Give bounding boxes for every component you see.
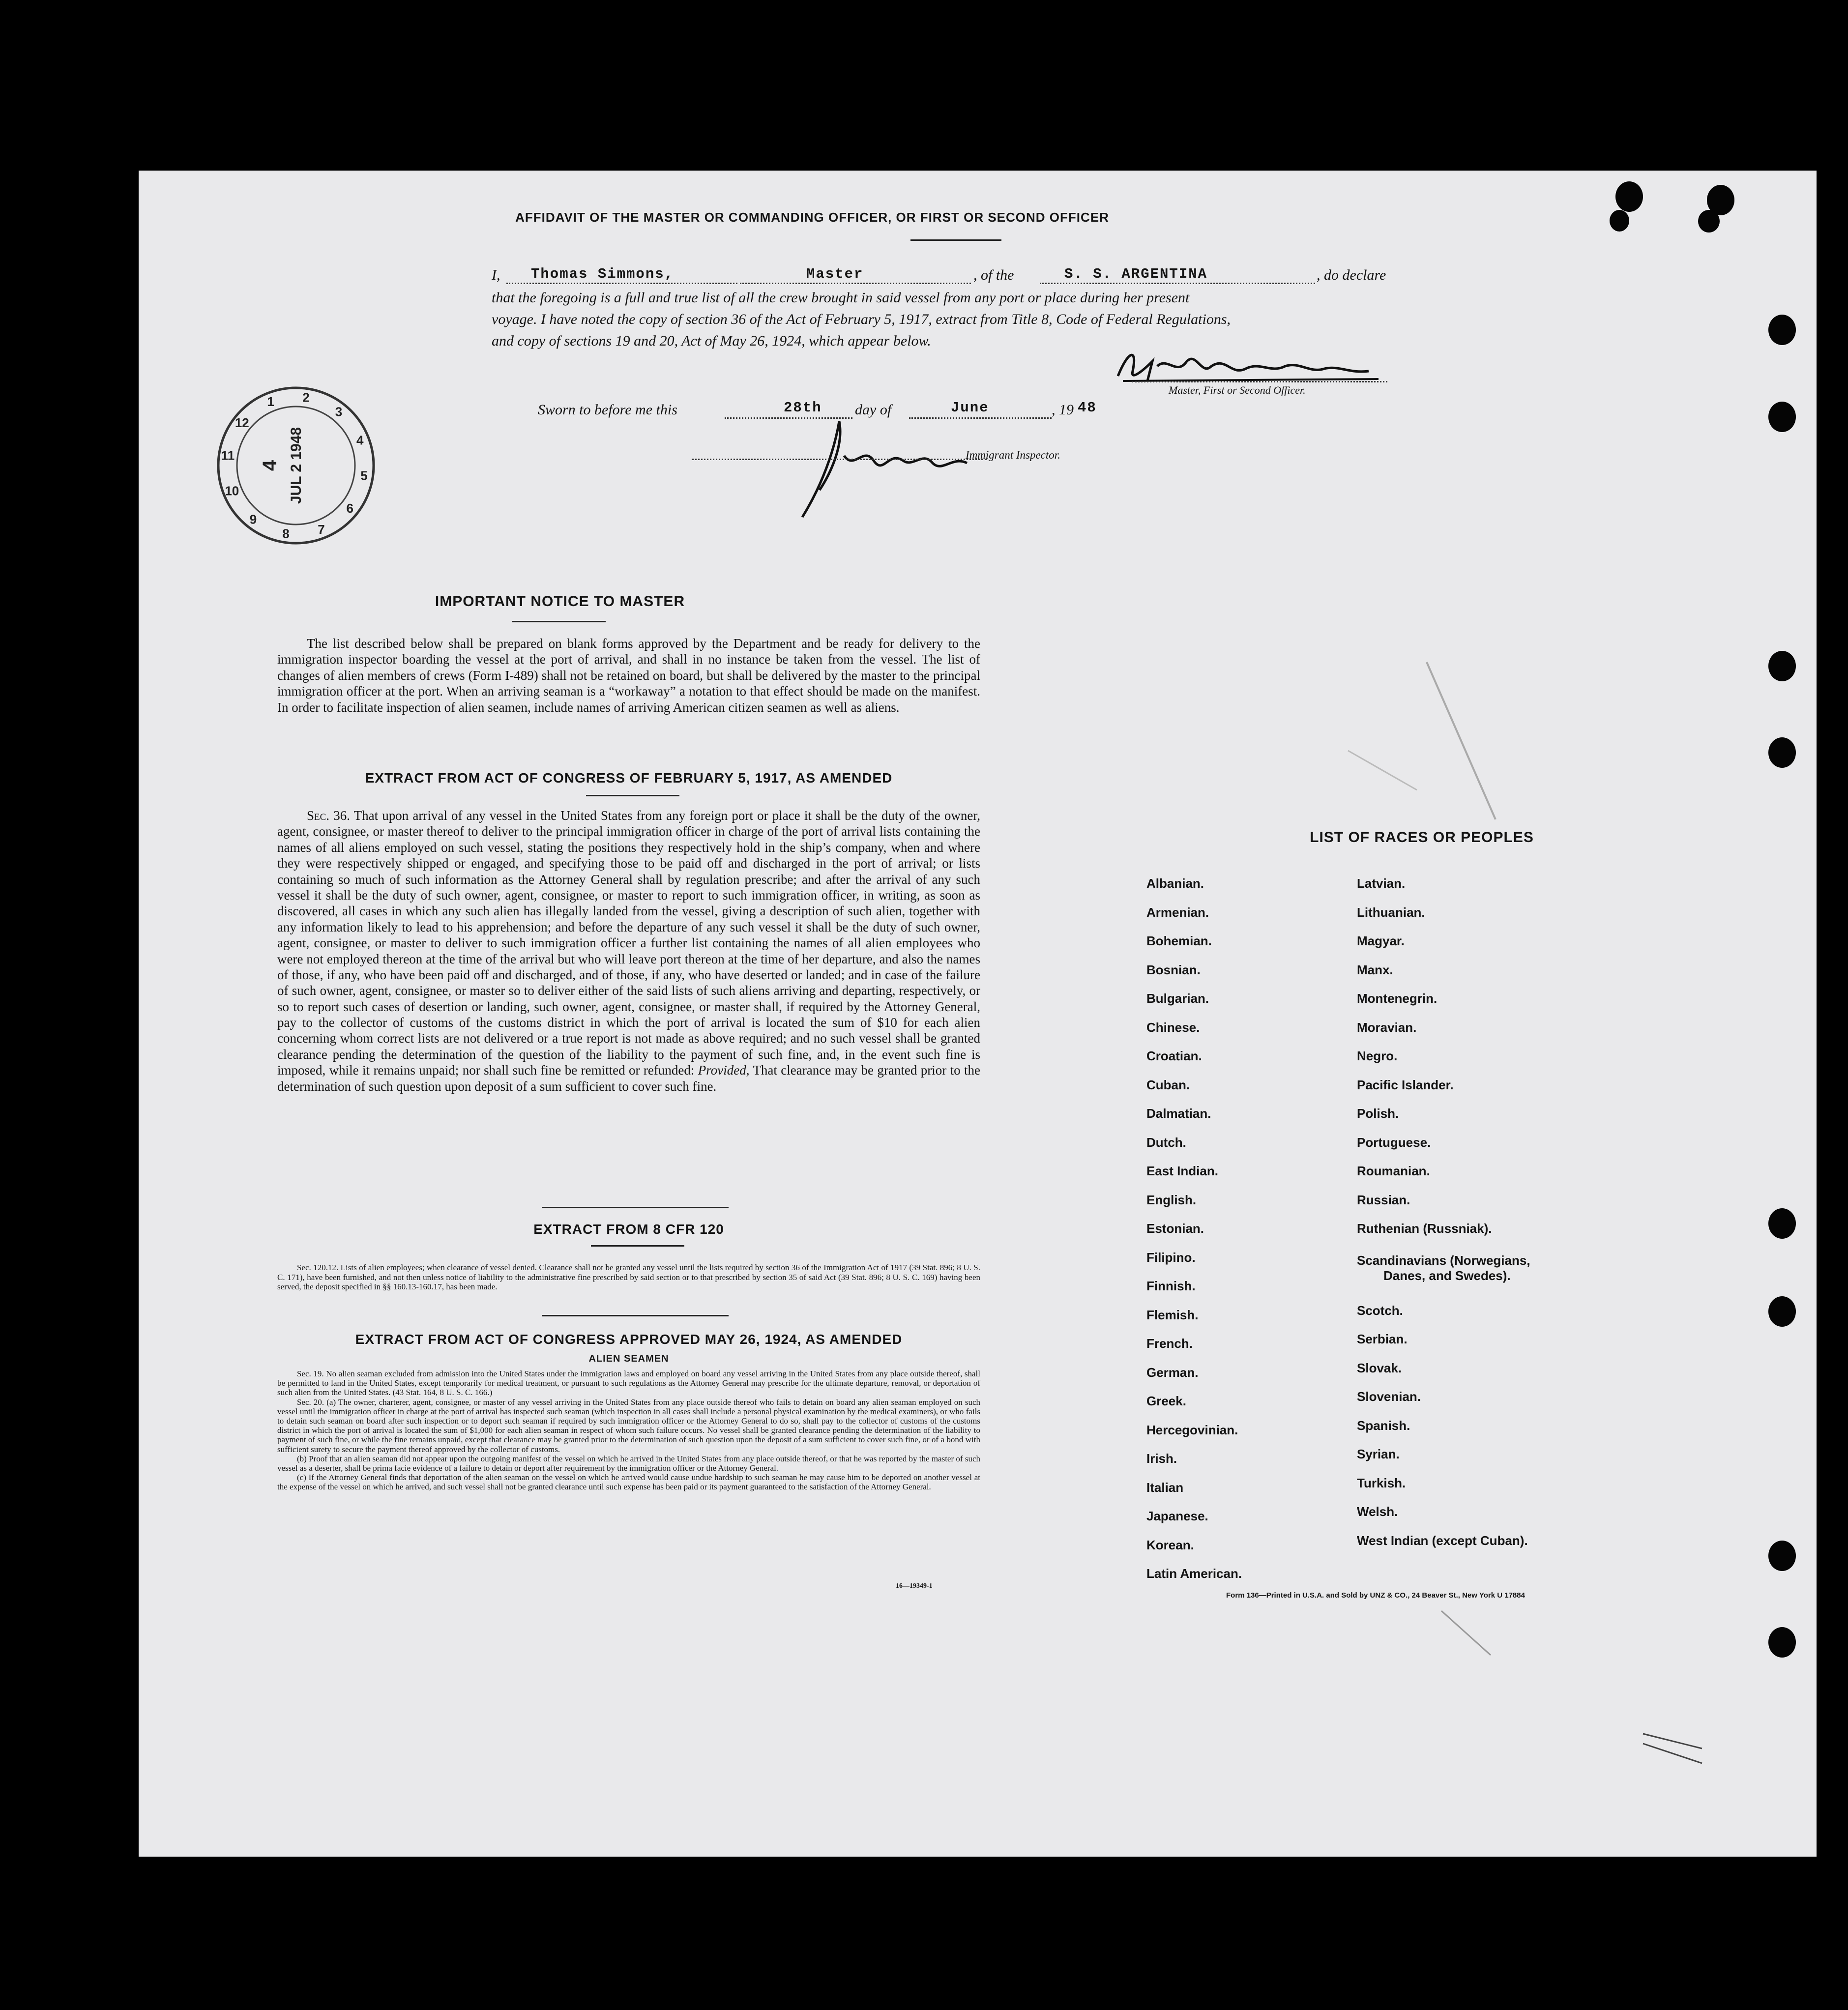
stamp-number: 12 bbox=[235, 415, 249, 430]
stamp-number: 10 bbox=[225, 483, 239, 498]
stamp-number: 8 bbox=[282, 526, 290, 541]
bleed-through-marks bbox=[1269, 515, 1810, 1940]
race-item: Armenian. bbox=[1146, 904, 1209, 920]
declaration-line-2: that the foregoing is a full and true list of all the crew brought in said vessel from any port or place during her present bbox=[492, 290, 1190, 306]
notice-title: IMPORTANT NOTICE TO MASTER bbox=[435, 593, 685, 610]
inspector-caption: Immigrant Inspector. bbox=[966, 449, 1060, 461]
race-item: Magyar. bbox=[1357, 933, 1405, 948]
vessel-name: S. S. ARGENTINA bbox=[1064, 266, 1208, 282]
race-item: English. bbox=[1146, 1192, 1197, 1207]
stamp-mark: 4 bbox=[259, 460, 281, 471]
section-20a-text: Sec. 20. (a) The owner, charterer, agent, consignee, or master of any vessel arriving in the United States from any place outside thereof who fails to detain on board any alien seaman employed on such vessel until the immigration officer in charge at the port of arrival has inspected such seaman (which inspection in all cases shall include a personal physical examination by the medical examiners), or who fails to detain such seaman on board after such inspection or to deport such seaman if required by such immigration officer or the Attorney General to do so, shall pay to the collector of customs of the customs district in which the port of arrival is located the sum of $1,000 for each alien seaman in respect of whom such failure occurs. No vessel shall be granted clearance pending the determination of the liability to payment of such fine, or while the fine remains unpaid, except that clearance may be granted prior to the determination of such question upon the deposit of a sum sufficient to cover such fine, or of a bond with sufficient surety to secure the payment thereof approved by the collector of customs. bbox=[277, 1397, 980, 1454]
punch-hole bbox=[1615, 181, 1643, 212]
race-item: Croatian. bbox=[1146, 1049, 1202, 1063]
document-page bbox=[139, 171, 1817, 1857]
race-item: Irish. bbox=[1146, 1451, 1177, 1466]
form-footer: Form 136—Printed in U.S.A. and Sold by UNZ & CO., 24 Beaver St., New York U 17884 bbox=[1226, 1591, 1525, 1600]
race-item: French. bbox=[1146, 1336, 1193, 1351]
inspector-signature-line bbox=[692, 459, 987, 460]
of-the-text: , of the bbox=[973, 267, 1014, 283]
race-item: German. bbox=[1146, 1365, 1199, 1380]
divider bbox=[512, 621, 606, 622]
divider bbox=[591, 1245, 684, 1247]
race-item: Spanish. bbox=[1357, 1418, 1410, 1433]
stamp-number: 3 bbox=[335, 404, 343, 419]
race-item: Italian bbox=[1146, 1480, 1184, 1495]
race-item: Flemish. bbox=[1146, 1307, 1199, 1322]
declaration-line-3: voyage. I have noted the copy of section 36 of the Act of February 5, 1917, extract from Title 8, Code of Federal Regulations, bbox=[492, 311, 1231, 327]
provided-text: Provided, bbox=[698, 1063, 750, 1078]
race-item: Scotch. bbox=[1357, 1303, 1403, 1318]
officer-signature-line bbox=[1132, 381, 1387, 382]
race-item-line: Danes, and Swedes). bbox=[1383, 1268, 1511, 1283]
race-item: Hercegovinian. bbox=[1146, 1422, 1238, 1437]
section-36-label: Sec. 36. bbox=[307, 808, 350, 823]
race-item: Finnish. bbox=[1146, 1279, 1196, 1293]
race-item: Greek. bbox=[1146, 1394, 1186, 1408]
extract-1924-title: EXTRACT FROM ACT OF CONGRESS APPROVED MAY 26, 1924, AS AMENDED bbox=[355, 1332, 903, 1347]
declaration-i: I, bbox=[492, 267, 500, 283]
race-item: Dalmatian. bbox=[1146, 1106, 1211, 1121]
divider bbox=[586, 795, 679, 796]
divider bbox=[542, 1315, 729, 1316]
sworn-day: 28th bbox=[784, 400, 822, 416]
race-item: Welsh. bbox=[1357, 1504, 1398, 1519]
extract-1924-body bbox=[277, 1369, 980, 1492]
race-item: Syrian. bbox=[1357, 1447, 1400, 1461]
day-of-text: day of bbox=[855, 402, 892, 418]
divider bbox=[910, 239, 1001, 241]
section-36-text-end: That clearance may be granted prior to the determination of such question upon deposit of a sum sufficient to cover such fine. bbox=[277, 1063, 980, 1094]
sworn-month: June bbox=[951, 400, 989, 416]
race-item: Dutch. bbox=[1146, 1135, 1186, 1150]
stamp-number: 11 bbox=[221, 448, 235, 463]
race-item: Japanese. bbox=[1146, 1509, 1208, 1523]
sworn-year: 48 bbox=[1078, 400, 1097, 416]
date-stamp bbox=[212, 382, 380, 549]
stamp-number: 5 bbox=[360, 468, 368, 483]
alien-seamen-subtitle: ALIEN SEAMEN bbox=[588, 1353, 669, 1364]
races-left-column bbox=[1146, 876, 1242, 1595]
race-item: Filipino. bbox=[1146, 1250, 1196, 1265]
race-item: Ruthenian (Russniak). bbox=[1357, 1221, 1492, 1236]
race-item: Bohemian. bbox=[1146, 933, 1212, 948]
races-title: LIST OF RACES OR PEOPLES bbox=[1310, 829, 1534, 845]
master-name: Thomas Simmons, bbox=[531, 266, 675, 282]
stamp-date: JUL 2 1948 bbox=[288, 427, 304, 504]
stamp-number: 2 bbox=[302, 390, 310, 405]
form-code: 16—19349-1 bbox=[896, 1582, 933, 1590]
section-20c-text: (c) If the Attorney General finds that deportation of the alien seaman on the vessel on which he arrived would cause undue hardship to such seaman he may cause him to be deported on another vessel at the expense of the vessel on which he arrived, and such vessel shall not be granted clearance until such expense has been paid or its payment guaranteed to the satisfaction of the Attorney General. bbox=[277, 1473, 980, 1492]
race-item: Polish. bbox=[1357, 1106, 1399, 1121]
race-item: Latin American. bbox=[1146, 1566, 1242, 1581]
race-item-line: Scandinavians (Norwegians, bbox=[1357, 1253, 1530, 1268]
extract-1917-title: EXTRACT FROM ACT OF CONGRESS OF FEBRUARY 5, 1917, AS AMENDED bbox=[365, 770, 893, 786]
race-item: Slovenian. bbox=[1357, 1389, 1421, 1404]
inspector-signature bbox=[775, 416, 992, 524]
race-item: Latvian. bbox=[1357, 876, 1406, 891]
race-item: Russian. bbox=[1357, 1192, 1410, 1207]
race-item: Estonian. bbox=[1146, 1221, 1204, 1236]
sworn-text: Sworn to before me this bbox=[538, 402, 677, 418]
race-item: Manx. bbox=[1357, 962, 1393, 977]
race-item: Montenegrin. bbox=[1357, 991, 1437, 1006]
affidavit-title: AFFIDAVIT OF THE MASTER OR COMMANDING OFFICER, OR FIRST OR SECOND OFFICER bbox=[515, 210, 1109, 225]
cfr-title: EXTRACT FROM 8 CFR 120 bbox=[533, 1222, 724, 1237]
stamp-number: 1 bbox=[267, 394, 274, 409]
officer-caption: Master, First or Second Officer. bbox=[1169, 384, 1306, 396]
race-item: Roumanian. bbox=[1357, 1164, 1430, 1178]
race-item: Chinese. bbox=[1146, 1020, 1200, 1035]
cfr-body: Sec. 120.12. Lists of alien employees; when clearance of vessel denied. Clearance shall not be granted any vessel until the lists required by section 36 of the Immigration Act of 1917 (39 Stat. 896; 8 U. S. C. 171), have been furnished, and not then unless notice of liability to the administrative fine prescribed by said section or to that prescribed by section 35 of said Act (39 Stat. 896; 8 U. S. C. 169) having been served, the deposit specified in §§ 160.13-160.17, has been made. bbox=[277, 1263, 980, 1292]
stamp-number: 7 bbox=[318, 522, 325, 537]
notice-body: The list described below shall be prepared on blank forms approved by the Department and be ready for delivery to the immigration inspector boarding the vessel at the port of arrival, and shall in no instance be taken from the vessel. The list of changes of alien members of crews (Form I-489) shall not be retained on board, but shall be delivered by the master to the principal immigration officer at the port. When an arriving seaman is a “workaway” a notation to that effect should be made on the manifest. In order to facilitate inspection of alien seamen, include names of arriving American citizen seamen as well as aliens. bbox=[277, 636, 980, 715]
name-line bbox=[506, 283, 737, 284]
stamp-number: 6 bbox=[346, 501, 353, 516]
race-item: Portuguese. bbox=[1357, 1135, 1431, 1150]
race-item: Moravian. bbox=[1357, 1020, 1417, 1035]
extract-1917-body bbox=[277, 808, 980, 1094]
race-item: Korean. bbox=[1146, 1537, 1194, 1552]
race-item: Cuban. bbox=[1146, 1077, 1190, 1092]
punch-hole bbox=[1768, 315, 1796, 345]
stamp-number: 4 bbox=[356, 433, 364, 448]
divider bbox=[542, 1207, 729, 1208]
declaration-line-4: and copy of sections 19 and 20, Act of May 26, 1924, which appear below. bbox=[492, 333, 931, 349]
section-36-text: That upon arrival of any vessel in the United States from any foreign port or place it shall be the duty of the owner, agent, consignee, or master thereof to deliver to the principal immigration officer in charge of the port of arrival lists containing the names of all aliens employed on such vessel, stating the positions they respectively hold in the ship’s company, when and where they were respectively shipped or engaged, and specifying those to be paid off and discharged in the port of arrival; or lists containing so much of such information as the Attorney General shall by regulation prescribe; and after the arrival of any such vessel it shall be the duty of such owner, agent, consignee, or master to report to such immigration officer, in writing, as soon as discovered, all cases in which any such alien has illegally landed from the vessel, giving a description of such alien, together with any information likely to lead to his apprehension; and before the departure of any such vessel it shall be the duty of such owner, agent, consignee, or master to deliver to such immigration officer a further list containing the names of all alien employees who were not employed thereon at the time of the arrival but who will leave port thereon at the time of her departure, and also the names of those, if any, who have been paid off and discharged, and of those, if any, who have deserted or landed; and in case of the failure of such owner, agent, consignee, or master so to deliver either of the said lists of such aliens arriving and departing, respectively, or so to report such cases of desertion or landing, such owner, agent, consignee, or master shall, if required by the Attorney General, pay to the collector of customs of the customs district in which the port of arrival is located the sum of $10 for each alien concerning whom correct lists are not delivered or a true report is not made as above required; and no such vessel shall be granted clearance pending the determination of the question of the liability to the payment of such fine, and, in the event such fine is imposed, while it remains unpaid; nor shall such fine be remitted or refunded: bbox=[277, 808, 980, 1078]
master-rank: Master bbox=[806, 266, 864, 282]
declaration-line-1 bbox=[492, 267, 1573, 287]
race-item: Slovak. bbox=[1357, 1360, 1402, 1375]
stamp-number: 9 bbox=[249, 512, 257, 527]
race-item: Serbian. bbox=[1357, 1332, 1408, 1346]
race-item: Negro. bbox=[1357, 1049, 1398, 1063]
race-item: East Indian. bbox=[1146, 1164, 1218, 1178]
section-19-text: Sec. 19. No alien seaman excluded from admission into the United States under the immigration laws and employed on board any vessel arriving in the United States from any place outside thereof, shall be permitted to land in the United States, except temporarily for medical treatment, or pursuant to such regulations as the Attorney General may prescribe for the ultimate departure, removal, or deportation of such alien from the United States. (43 Stat. 164, 8 U. S. C. 166.) bbox=[277, 1369, 980, 1398]
vessel-line bbox=[1040, 283, 1315, 284]
race-item: Bulgarian. bbox=[1146, 991, 1209, 1006]
punch-hole bbox=[1610, 210, 1629, 232]
rank-line bbox=[740, 283, 971, 284]
punch-hole bbox=[1698, 210, 1720, 233]
year-prefix: , 19 bbox=[1052, 402, 1074, 418]
race-item: Lithuanian. bbox=[1357, 904, 1425, 920]
punch-hole bbox=[1768, 402, 1796, 432]
race-item: Pacific Islander. bbox=[1357, 1077, 1454, 1092]
race-item: West Indian (except Cuban). bbox=[1357, 1533, 1528, 1548]
do-declare-text: , do declare bbox=[1317, 267, 1386, 283]
race-item: Turkish. bbox=[1357, 1475, 1406, 1490]
race-item: Albanian. bbox=[1146, 876, 1204, 891]
race-item: Bosnian. bbox=[1146, 962, 1201, 977]
section-20b-text: (b) Proof that an alien seaman did not appear upon the outgoing manifest of the vessel on which he arrived in the United States from any place outside thereof, or that he was reported by the master of such vessel as a deserter, shall be prima facie evidence of a failure to detain or deport after requirement by the immigration officer or the Attorney General. bbox=[277, 1454, 980, 1473]
